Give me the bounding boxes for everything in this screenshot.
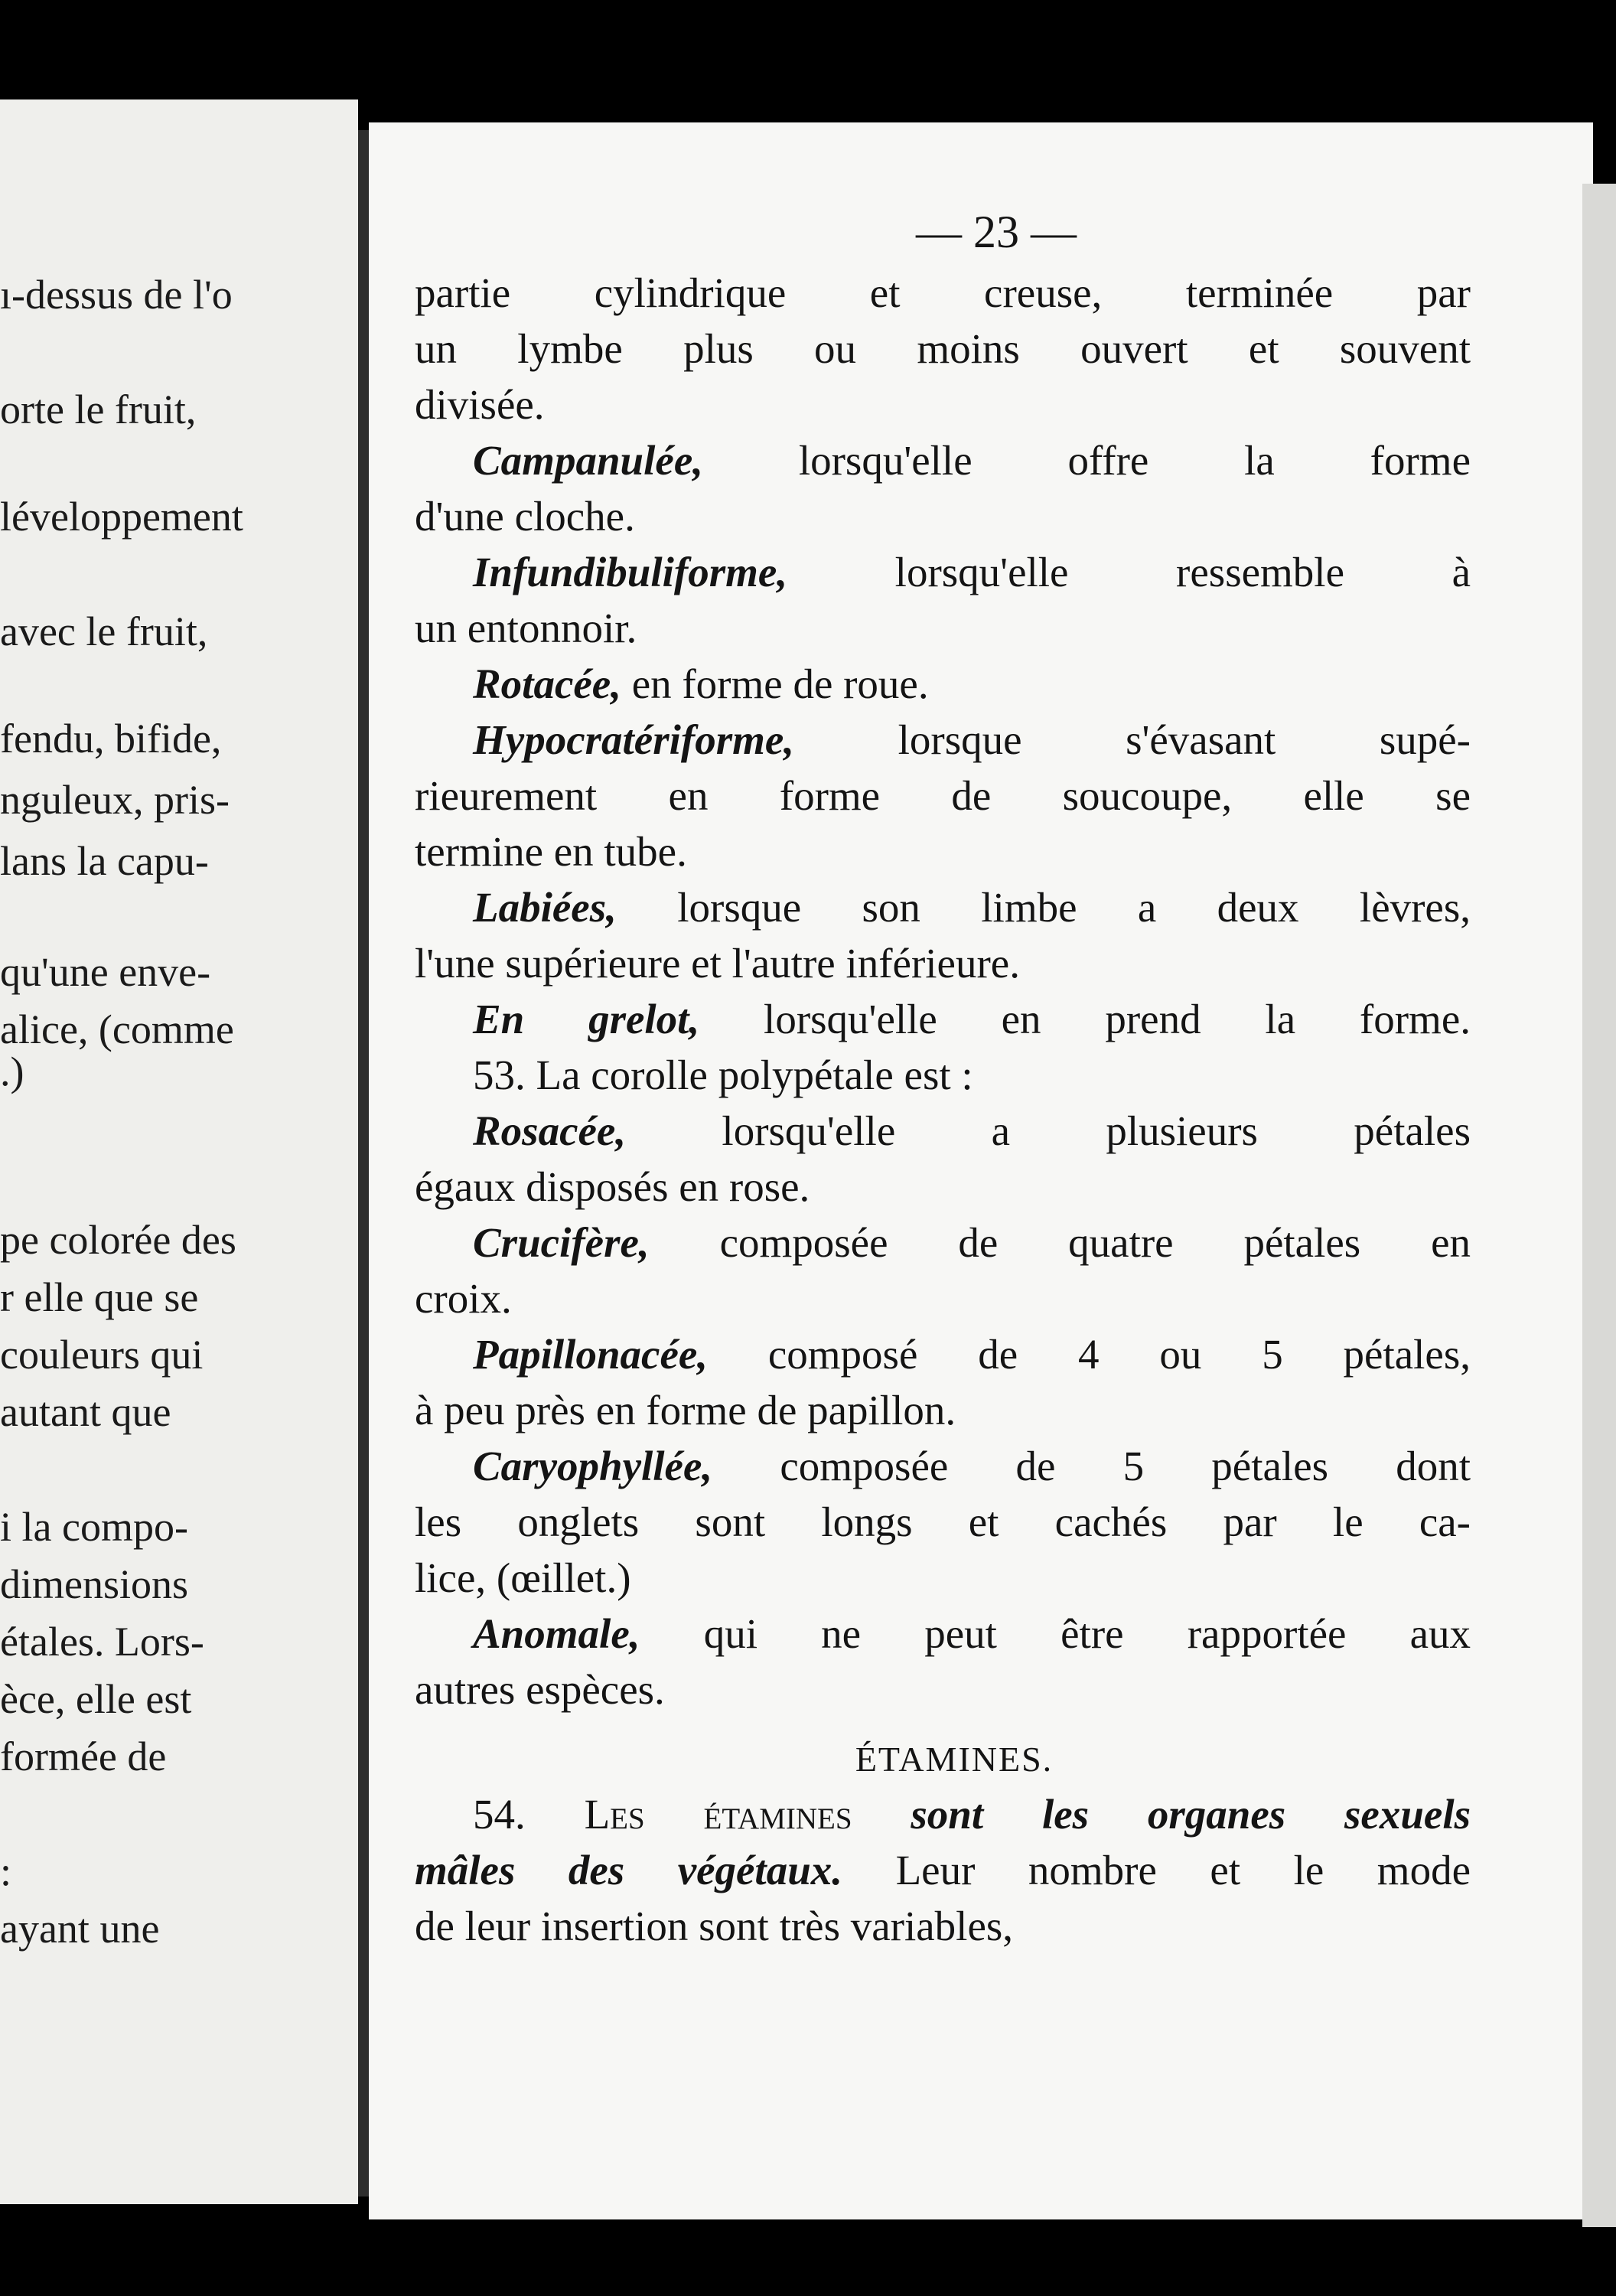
text-line [415,1103,1471,1159]
italic-term: Anomale, [473,1610,640,1657]
text-line [415,488,1471,544]
line-text: l'une supérieure et l'autre inférieure. [415,940,1020,987]
left-page-line: couleurs qui [0,1332,204,1378]
left-page-line: étales. Lors- [0,1619,204,1665]
italic-term: Infundibuliforme, [473,549,788,595]
text-line [415,1786,1471,1842]
text-line [415,1438,1471,1494]
left-page-line: avec le fruit, [0,608,208,654]
line-text: à peu près en forme de papillon. [415,1387,956,1433]
text-line [415,377,1471,432]
left-page-line: èce, elle est [0,1676,192,1722]
italic-term: En grelot, [473,996,700,1042]
left-page-line: r elle que se [0,1274,199,1320]
italic-term: Rosacée, [473,1107,627,1154]
text-line [415,1382,1471,1438]
text-line [415,321,1471,377]
line-text: en forme de roue. [621,660,929,707]
left-page-line: autant que [0,1389,171,1435]
left-page-line: léveloppement [0,494,243,540]
line-text: d'une cloche. [415,493,635,540]
text-line [415,1606,1471,1662]
section-body-text [415,1786,1471,1954]
text-line [415,823,1471,879]
left-page-line: ı-dessus de l'o [0,272,233,318]
line-text: autres espèces. [415,1666,665,1713]
left-page-line: pe colorée des [0,1217,236,1263]
line-text: composée de quatre pétales en [649,1219,1471,1266]
page-number: — 23 — [916,207,1077,257]
text-line [415,1159,1471,1215]
left-page-line: ayant une [0,1906,160,1952]
line-text: partie cylindrique et creuse, terminée par [415,269,1471,316]
italic-term: Caryophyllée, [473,1443,713,1489]
italic-term: Crucifère, [473,1219,650,1266]
text-line [415,935,1471,991]
italic-term: Rotacée, [473,660,621,707]
text-line [415,1326,1471,1382]
line-text: Leur nombre et le mode [842,1847,1471,1893]
line-text: croix. [415,1275,512,1322]
italic-term: Hypocratériforme, [473,716,795,763]
left-page-line: qu'une enve- [0,949,211,995]
page-edge [1582,184,1616,2296]
text-line [415,879,1471,935]
text-line [415,1047,1471,1103]
left-page-line: fendu, bifide, [0,716,222,762]
left-page-line: formée de [0,1733,167,1779]
small-caps-term: Les étamines [584,1791,852,1838]
text-line [415,600,1471,656]
text-line [415,1842,1471,1898]
scan-border [0,2227,1616,2296]
gutter-shadow [358,130,369,2197]
line-text: lorsqu'elle offre la forme [703,437,1471,484]
italic-term: sont les organes sexuels [852,1791,1471,1838]
italic-term: mâles des végétaux. [415,1847,843,1893]
line-text: lorsqu'elle en prend la forme. [699,996,1471,1042]
text-line [415,1898,1471,1954]
text-line [415,1494,1471,1550]
text-line [415,432,1471,488]
text-line [415,544,1471,600]
line-text: lorsque son limbe a deux lèvres, [616,884,1471,931]
line-text: lorsqu'elle a plusieurs pétales [626,1107,1471,1154]
section-title: ÉTAMINES. [855,1740,1054,1779]
text-line [415,1662,1471,1717]
text-line [415,265,1471,321]
left-page-line: i la compo- [0,1504,188,1550]
italic-term: Campanulée, [473,437,703,484]
line-text: termine en tube. [415,828,687,875]
text-line [415,656,1471,712]
right-page [369,122,1593,2219]
text-line [415,991,1471,1047]
italic-term: Labiées, [473,884,617,931]
line-text: un lymbe plus ou moins ouvert et souvent [415,325,1471,372]
text-line [415,1550,1471,1606]
line-text: 53. La corolle polypétale est : [473,1052,973,1098]
text-column [415,205,1471,1954]
body-text [415,265,1471,1717]
text-line [415,1215,1471,1270]
line-text: un entonnoir. [415,605,637,651]
left-page-line: orte le fruit, [0,386,197,432]
left-page-line: .) [0,1049,24,1094]
line-text: de leur insertion sont très variables, [415,1903,1014,1949]
text-line [415,712,1471,768]
left-page-line: : [0,1848,12,1894]
line-text: lice, (œillet.) [415,1554,631,1601]
left-page-line: dimensions [0,1561,189,1607]
line-text: composé de 4 ou 5 pétales, [708,1331,1471,1378]
line-text: lorsqu'elle ressemble à [787,549,1471,595]
left-page-line: lans la capu- [0,838,209,884]
paragraph-number: 54. [473,1791,585,1838]
line-text: qui ne peut être rapportée aux [640,1610,1471,1657]
line-text: composée de 5 pétales dont [712,1443,1471,1489]
line-text: les onglets sont longs et cachés par le ca- [415,1499,1471,1545]
left-page-line: alice, (comme [0,1006,234,1052]
left-page [0,99,358,2204]
italic-term: Papillonacée, [473,1331,709,1378]
left-page-line: nguleux, pris- [0,777,230,823]
line-text: égaux disposés en rose. [415,1163,810,1210]
text-line [415,1270,1471,1326]
line-text: divisée. [415,381,545,428]
line-text: rieurement en forme de soucoupe, elle se [415,772,1471,819]
text-line [415,768,1471,823]
line-text: lorsque s'évasant supé- [794,716,1471,763]
